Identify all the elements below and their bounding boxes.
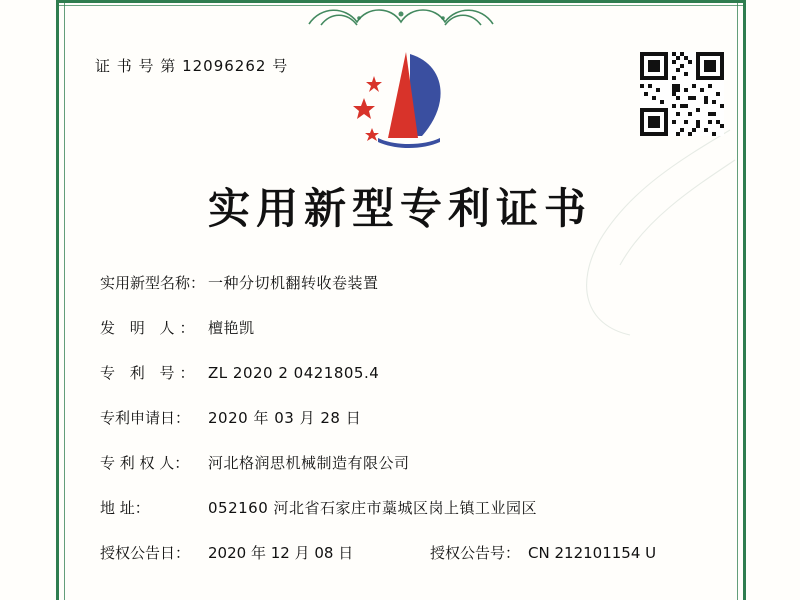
field-row-patent-number: [100, 362, 705, 383]
qr-code-icon: [640, 52, 724, 136]
field-list: [100, 272, 705, 563]
field-row-grant: [100, 542, 705, 563]
field-label-application-date: 专利申请日：: [100, 409, 191, 427]
field-label-grant-date: 授权公告日：: [100, 544, 191, 562]
field-value-application-date: 2020 年 03 月 28 日: [208, 409, 362, 427]
grant-date-group: [100, 542, 430, 563]
field-label-name: 实用新型名称：: [100, 274, 206, 292]
certificate-number: 证 书 号 第 12096262 号: [95, 57, 289, 75]
field-label-grant-number: 授权公告号：: [430, 544, 521, 562]
field-value-patent-number: ZL 2020 2 0421805.4: [208, 364, 380, 382]
field-value-grant-number: CN 212101154 U: [528, 544, 657, 562]
grant-number-group: [430, 542, 656, 563]
field-label-inventor: 发 明 人：: [100, 319, 200, 337]
field-value-inventor: 檀艳凯: [208, 319, 255, 337]
field-value-name: 一种分切机翻转收卷装置: [208, 274, 379, 292]
field-row-application-date: [100, 407, 705, 428]
field-row-inventor: [100, 317, 705, 338]
field-row-patentee: [100, 452, 705, 473]
field-row-name: [100, 272, 705, 293]
field-label-patent-number: 专 利 号：: [100, 364, 200, 382]
field-label-address: 地 址：: [100, 499, 150, 517]
field-value-patentee: 河北格润思机械制造有限公司: [208, 454, 410, 472]
field-label-patentee: 专 利 权 人：: [100, 454, 190, 472]
field-row-address: [100, 497, 705, 518]
top-ornament: [59, 0, 743, 26]
page-title: 实用新型专利证书: [207, 184, 592, 233]
field-value-grant-date: 2020 年 12 月 08 日: [208, 544, 354, 562]
patent-office-emblem-icon: [348, 46, 468, 156]
field-value-address: 052160 河北省石家庄市藁城区岗上镇工业园区: [208, 499, 538, 517]
